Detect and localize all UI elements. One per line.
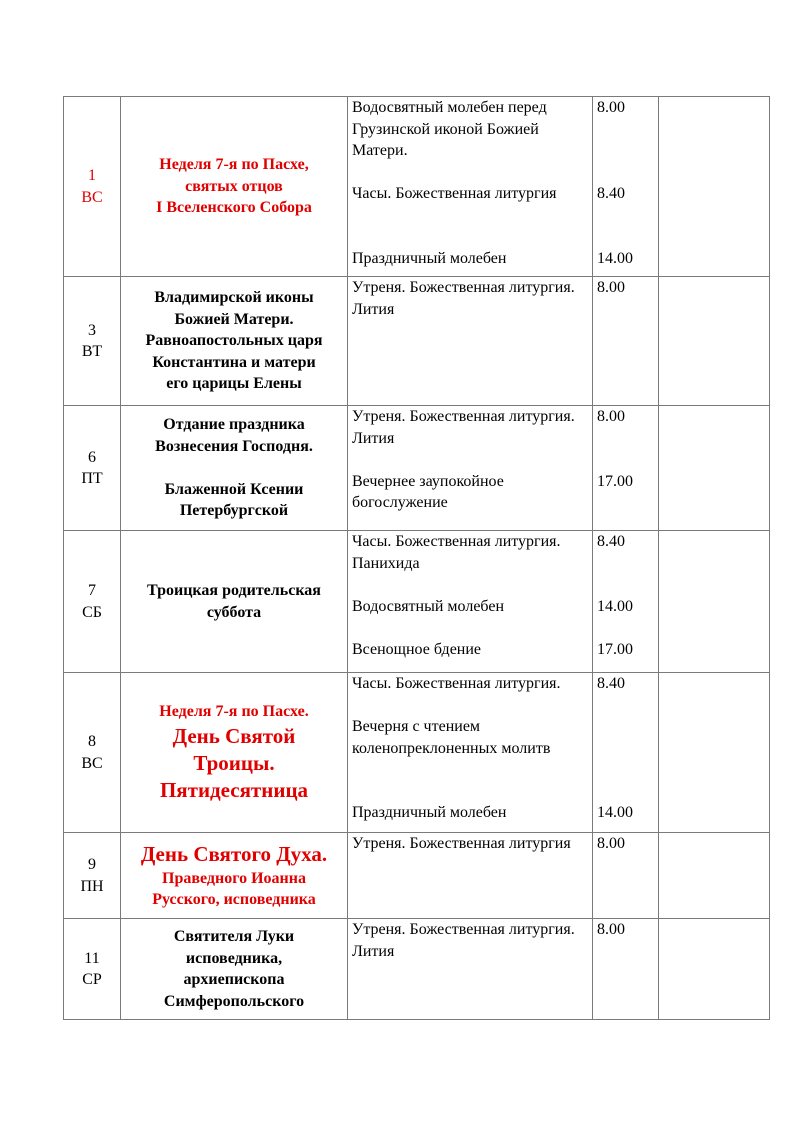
feast-line: Неделя 7-я по Пасхе, [159,156,309,174]
feast-cell [121,277,348,406]
table-row [64,406,770,531]
feast-title-line: Троицы. [193,750,275,775]
day-cell [64,531,121,673]
feast-line: Неделя 7-я по Пасхе. [159,703,309,721]
note-cell [659,97,770,277]
feast-line: его царицы Елены [166,375,302,393]
service-time [597,716,655,802]
service-time: 17.00 [597,640,633,658]
feast-line: Равноапостольных царя [145,332,323,350]
feast-cell [121,406,348,531]
day-cell [64,406,121,531]
feast-cell [121,833,348,919]
service-item: Всенощное бдение [352,640,482,658]
day-cell [64,919,121,1020]
service-item: Утреня. Божественная литургия. Лития [352,279,575,318]
feast-line: Владимирской иконы [154,289,314,307]
service-item: Вечернее заупокойное богослужение [352,472,504,511]
service-item: Праздничный молебен [352,804,507,821]
feast-line: святых отцов [185,177,283,195]
feast-line: Божией Матери. [174,310,294,328]
table-row [64,919,770,1020]
service-item: Часы. Божественная литургия. Панихида [352,533,561,572]
service-item: Утреня. Божественная литургия. Лития [352,921,575,960]
table-row [64,97,770,277]
services-cell [348,277,593,406]
feast-line: архиепископа [183,971,285,988]
feast-line: Праведного Иоанна [162,869,306,887]
feast-line: Вознесения Господня. [155,437,313,455]
service-time: 8.40 [597,185,625,202]
feast-title-line: День Святой [172,723,296,748]
day-cell [64,277,121,406]
feast-line: Симферопольского [163,992,305,1010]
feast-cell [121,919,348,1020]
table-row [64,531,770,673]
time-cell [593,406,659,531]
service-time: 14.00 [597,597,633,615]
note-cell [659,673,770,833]
weekday: ВТ [81,343,103,360]
day-number: 6 [88,448,96,466]
time-cell [593,833,659,919]
services-cell [348,673,593,833]
feast-line: Святителя Луки [173,928,295,945]
schedule-table [63,96,770,1020]
feast-line: Петербургской [179,502,289,520]
feast-line [125,457,343,479]
day-number: 8 [88,733,96,750]
feast-line: Константина и матери [152,353,316,371]
feast-line: I Вселенского Собора [156,199,312,217]
service-item: Утреня. Божественная литургия. Лития [352,408,575,447]
service-time: 8.00 [597,99,625,116]
note-cell [659,919,770,1020]
feast-line: Блаженной Ксении [164,480,304,498]
service-item: Праздничный молебен [352,249,507,267]
feast-line: Русского, исповедника [152,891,316,908]
feast-cell [121,97,348,277]
service-item: Утреня. Божественная литургия [352,835,571,852]
feast-cell [121,673,348,833]
service-time: 8.00 [597,279,625,296]
note-cell [659,531,770,673]
table-row [64,673,770,833]
weekday: ПТ [81,470,103,487]
service-item: Часы. Божественная литургия. [352,675,561,692]
services-cell [348,97,593,277]
service-item: Часы. Божественная литургия [352,185,557,202]
service-time: 8.00 [597,921,625,938]
weekday: ПН [80,877,104,895]
service-time: 8.40 [597,533,625,550]
service-item: Вечерня с чтением коленопреклоненных молитв [352,718,551,757]
time-cell [593,919,659,1020]
time-cell [593,673,659,833]
service-time: 17.00 [597,472,633,490]
feast-title-line: День Святого Духа. [140,841,328,866]
day-number: 1 [88,167,96,184]
time-cell [593,277,659,406]
table-row [64,277,770,406]
services-cell [348,406,593,531]
note-cell [659,833,770,919]
note-cell [659,277,770,406]
table-row [64,833,770,919]
weekday: СР [82,971,102,988]
day-cell [64,673,121,833]
services-cell [348,919,593,1020]
day-cell [64,833,121,919]
time-cell [593,97,659,277]
weekday: СБ [82,603,102,621]
day-number: 11 [84,949,100,967]
services-cell [348,833,593,919]
day-number: 9 [88,856,96,873]
feast-line: Троицкая родительская [147,582,321,599]
feast-cell [121,531,348,673]
day-number: 7 [88,582,96,599]
service-time: 8.00 [597,408,625,425]
services-cell [348,531,593,673]
day-number: 3 [88,321,96,339]
service-time: 14.00 [597,249,633,267]
service-time: 8.00 [597,835,625,852]
weekday: ВС [81,754,103,772]
day-cell [64,97,121,277]
service-item: Водосвятный молебен перед Грузинской иконой Божией Матери. [352,99,547,159]
feast-line: исповедника, [185,949,283,967]
weekday: ВС [81,188,103,206]
feast-line: суббота [206,603,262,621]
service-time: 14.00 [597,804,633,821]
time-cell [593,531,659,673]
service-time: 8.40 [597,675,625,692]
note-cell [659,406,770,531]
feast-title-line: Пятидесятница [159,777,309,802]
feast-line: Отдание праздника [163,416,305,434]
service-item: Водосвятный молебен [352,597,505,615]
